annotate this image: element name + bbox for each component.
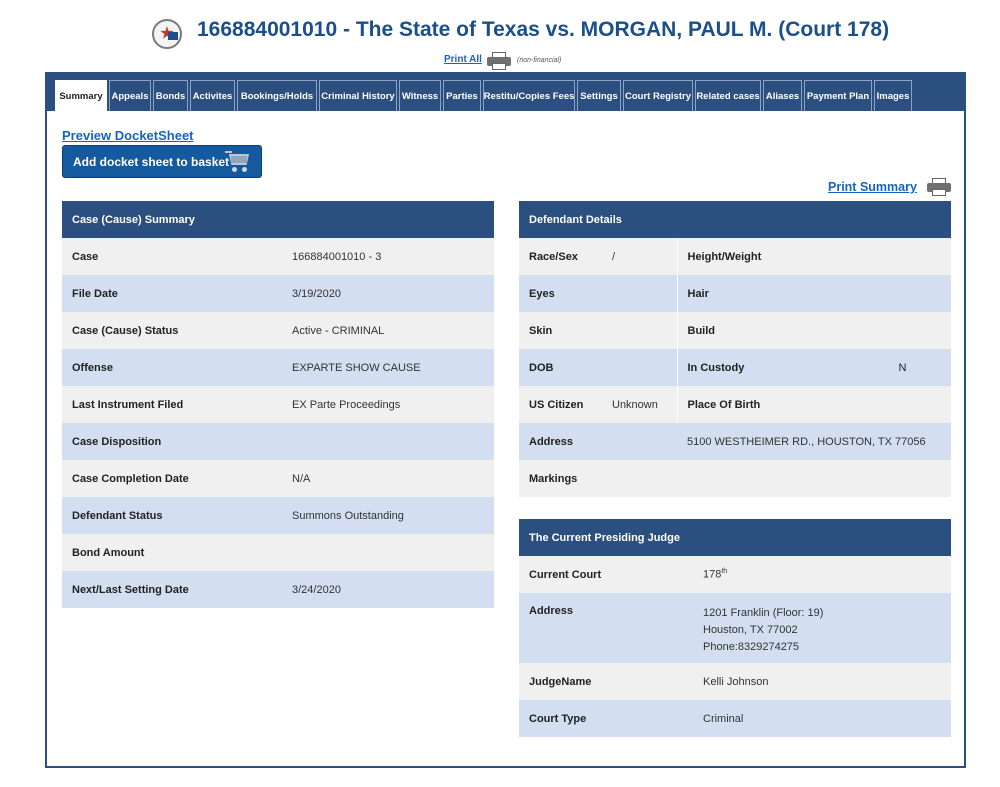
table-row bbox=[519, 349, 951, 386]
judge-name-label: JudgeName bbox=[519, 663, 693, 700]
tab-bonds[interactable]: Bonds bbox=[153, 80, 188, 111]
address-value: 5100 WESTHEIMER RD., HOUSTON, TX 77056 bbox=[677, 423, 951, 460]
tab-payment-plan[interactable]: Payment Plan bbox=[804, 80, 872, 111]
case-summary-title: Case (Cause) Summary bbox=[62, 201, 494, 238]
us-citizen-label: US Citizen bbox=[529, 398, 584, 411]
race-sex-value: / bbox=[612, 250, 616, 263]
judge-address-line2: Houston, TX 77002 bbox=[703, 624, 798, 636]
tab-bar bbox=[47, 74, 964, 111]
tab-settings[interactable]: Settings bbox=[577, 80, 621, 111]
presiding-judge-table bbox=[519, 519, 951, 737]
shopping-cart-icon bbox=[225, 151, 253, 173]
table-row: Next/Last Setting Date 3/24/2020 bbox=[62, 571, 494, 608]
defendant-details-title: Defendant Details bbox=[519, 201, 951, 238]
tab-summary[interactable]: Summary bbox=[55, 80, 107, 111]
table-row: Bond Amount bbox=[62, 534, 494, 571]
tab-activites[interactable]: Activites bbox=[190, 80, 235, 111]
table-row bbox=[519, 423, 951, 460]
judge-address-label: Address bbox=[519, 593, 693, 663]
place-of-birth-label: Place Of Birth bbox=[687, 398, 761, 411]
tab-restitu-copies-fees[interactable]: Restitu/Copies Fees bbox=[483, 80, 575, 111]
dob-label: DOB bbox=[529, 361, 554, 374]
judge-address-line1: 1201 Franklin (Floor: 19) bbox=[703, 607, 824, 619]
add-to-basket-label: Add docket sheet to basket bbox=[73, 154, 230, 169]
table-row bbox=[519, 238, 951, 275]
tab-appeals[interactable]: Appeals bbox=[109, 80, 151, 111]
markings-label: Markings bbox=[529, 472, 578, 485]
tab-court-registry[interactable]: Court Registry bbox=[623, 80, 693, 111]
table-row: Last Instrument Filed EX Parte Proceedings bbox=[62, 386, 494, 423]
printer-icon[interactable] bbox=[487, 52, 511, 70]
table-row: Case (Cause) Status Active - CRIMINAL bbox=[62, 312, 494, 349]
us-citizen-value: Unknown bbox=[612, 398, 658, 411]
table-row bbox=[519, 556, 951, 593]
add-to-basket-button[interactable] bbox=[62, 145, 262, 178]
tab-witness[interactable]: Witness bbox=[399, 80, 441, 111]
table-row: Case Completion Date N/A bbox=[62, 460, 494, 497]
table-row: Case Disposition bbox=[62, 423, 494, 460]
tab-related-cases[interactable]: Related cases bbox=[695, 80, 761, 111]
table-row bbox=[519, 593, 951, 663]
current-court-value: 178 bbox=[703, 568, 722, 581]
print-summary-link[interactable]: Print Summary bbox=[828, 180, 917, 194]
build-label: Build bbox=[687, 324, 715, 337]
hair-label: Hair bbox=[687, 287, 709, 300]
page-header bbox=[0, 14, 1000, 50]
table-row bbox=[519, 663, 951, 700]
tab-criminal-history[interactable]: Criminal History bbox=[319, 80, 397, 111]
tab-bookings-holds[interactable]: Bookings/Holds bbox=[237, 80, 317, 111]
presiding-judge-title: The Current Presiding Judge bbox=[519, 519, 951, 556]
preview-docket-link[interactable]: Preview DocketSheet bbox=[62, 128, 194, 143]
table-row bbox=[519, 275, 951, 312]
tab-images[interactable]: Images bbox=[874, 80, 912, 111]
defendant-details-table bbox=[519, 201, 951, 497]
tab-aliases[interactable]: Aliases bbox=[763, 80, 802, 111]
page-title: 166884001010 - The State of Texas vs. MORGAN, PAUL M. (Court 178) bbox=[197, 18, 890, 41]
printer-icon[interactable] bbox=[927, 178, 951, 196]
address-label: Address bbox=[529, 435, 574, 448]
height-weight-label: Height/Weight bbox=[687, 250, 762, 263]
current-court-label: Current Court bbox=[519, 556, 693, 593]
court-type-value: Criminal bbox=[693, 700, 951, 737]
case-summary-table bbox=[62, 201, 494, 608]
judge-phone: Phone:8329274275 bbox=[703, 641, 800, 653]
texas-seal-icon bbox=[152, 19, 182, 49]
court-suffix: th bbox=[721, 568, 728, 576]
in-custody-value: N bbox=[898, 361, 907, 374]
case-frame bbox=[45, 72, 966, 768]
table-row bbox=[519, 460, 951, 497]
eyes-label: Eyes bbox=[529, 287, 555, 300]
print-all-link[interactable]: Print All bbox=[444, 54, 482, 65]
court-type-label: Court Type bbox=[519, 700, 693, 737]
table-row: Defendant Status Summons Outstanding bbox=[62, 497, 494, 534]
in-custody-label: In Custody bbox=[687, 361, 745, 374]
race-sex-label: Race/Sex bbox=[529, 250, 578, 263]
table-row bbox=[519, 700, 951, 737]
table-row: Case 166884001010 - 3 bbox=[62, 238, 494, 275]
judge-name-value: Kelli Johnson bbox=[693, 663, 951, 700]
table-row bbox=[519, 312, 951, 349]
table-row: Offense EXPARTE SHOW CAUSE bbox=[62, 349, 494, 386]
table-row: File Date 3/19/2020 bbox=[62, 275, 494, 312]
non-financial-note: (non-financial) bbox=[517, 57, 562, 64]
tab-parties[interactable]: Parties bbox=[443, 80, 481, 111]
table-row bbox=[519, 386, 951, 423]
skin-label: Skin bbox=[529, 324, 553, 337]
